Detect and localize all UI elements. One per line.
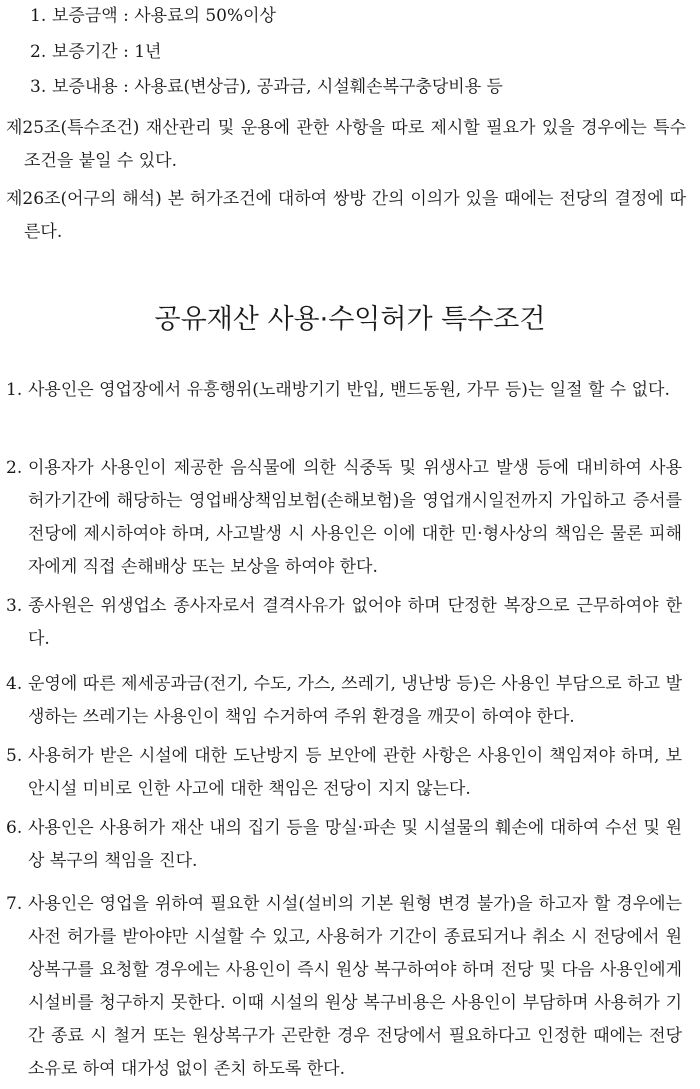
condition-number: 2. xyxy=(6,458,23,478)
condition-number: 6. xyxy=(6,818,23,838)
condition-4 xyxy=(6,668,682,734)
condition-text: 이용자가 사용인이 제공한 음식물에 의한 식중독 및 위생사고 발생 등에 대비하여 사용 허가기간에 해당하는 영업배상책임보험(손해보험)을 영업개시일전까지 가입하고 증서를 전당에 제시하여야 하며, 사고발생 시 사용인은 이에 대한 민·형사상의 책임은 물론 피해자에게 직접 손해배상 또는 보상을 하여야 한다. xyxy=(28,458,682,577)
article-text: 제26조(어구의 해석) 본 허가조건에 대하여 쌍방 간의 이의가 있을 때에는 전당의 결정에 따른다. xyxy=(6,189,686,242)
guarantee-text: 보증금액 : 사용료의 50%이상 xyxy=(52,6,276,26)
guarantee-text: 보증기간 : 1년 xyxy=(52,42,162,62)
condition-text: 사용인은 사용허가 재산 내의 집기 등을 망실·파손 및 시설물의 훼손에 대하여 수선 및 원상 복구의 책임을 진다. xyxy=(28,818,682,871)
condition-text: 사용인은 영업을 위하여 필요한 시설(설비의 기본 원형 변경 불가)을 하고자 할 경우에는 사전 허가를 받아야만 시설할 수 있고, 사용허가 기간이 종료되거나 취소 시 전당에서 원상복구를 요청할 경우에는 사용인이 즉시 원상 복구하여야 하며 전당 및 다음 사용인에게 시설비를 청구하지 못한다. 이때 시설의 원상 복구비용은 사용인이 부담하며 사용허가 기간 종료 시 철거 또는 원상복구가 곤란한 경우 전당에서 필요하다고 인정한 때에는 전당 소유로 하여 대가성 없이 존치 하도록 한다. xyxy=(28,894,682,1079)
condition-number: 3. xyxy=(6,596,23,616)
guarantee-number: 1. xyxy=(30,6,47,26)
condition-6 xyxy=(6,812,682,878)
condition-2 xyxy=(6,452,682,584)
condition-number: 7. xyxy=(6,894,23,914)
guarantee-text: 보증내용 : 사용료(변상금), 공과금, 시설훼손복구충당비용 등 xyxy=(52,77,503,97)
guarantee-item-1 xyxy=(30,5,276,27)
condition-number: 5. xyxy=(6,746,23,766)
guarantee-item-2 xyxy=(30,41,161,63)
guarantee-number: 3. xyxy=(30,77,47,97)
guarantee-item-3 xyxy=(30,76,503,98)
condition-number: 4. xyxy=(6,674,23,694)
condition-number: 1. xyxy=(6,380,23,400)
guarantee-number: 2. xyxy=(30,42,47,62)
condition-text: 운영에 따른 제세공과금(전기, 수도, 가스, 쓰레기, 냉난방 등)은 사용인 부담으로 하고 발생하는 쓰레기는 사용인이 책임 수거하여 주위 환경을 깨끗이 하여야 한다. xyxy=(28,674,682,727)
condition-7 xyxy=(6,888,682,1086)
article-26 xyxy=(6,183,686,249)
section-title: 공유재산 사용·수익허가 특수조건 xyxy=(154,304,546,335)
condition-text: 사용허가 받은 시설에 대한 도난방지 등 보안에 관한 사항은 사용인이 책임져야 하며, 보안시설 미비로 인한 사고에 대한 책임은 전당이 지지 않는다. xyxy=(28,746,682,799)
condition-text: 종사원은 위생업소 종사자로서 결격사유가 없어야 하며 단정한 복장으로 근무하여야 한다. xyxy=(28,596,682,649)
article-text: 제25조(특수조건) 재산관리 및 운용에 관한 사항을 따로 제시할 필요가 있을 경우에는 특수조건을 붙일 수 있다. xyxy=(6,118,686,171)
condition-1 xyxy=(6,374,682,407)
article-25 xyxy=(6,112,686,178)
condition-text: 사용인은 영업장에서 유흥행위(노래방기기 반입, 밴드동원, 가무 등)는 일절 할 수 없다. xyxy=(28,380,670,400)
condition-3 xyxy=(6,590,682,656)
condition-5 xyxy=(6,740,682,806)
